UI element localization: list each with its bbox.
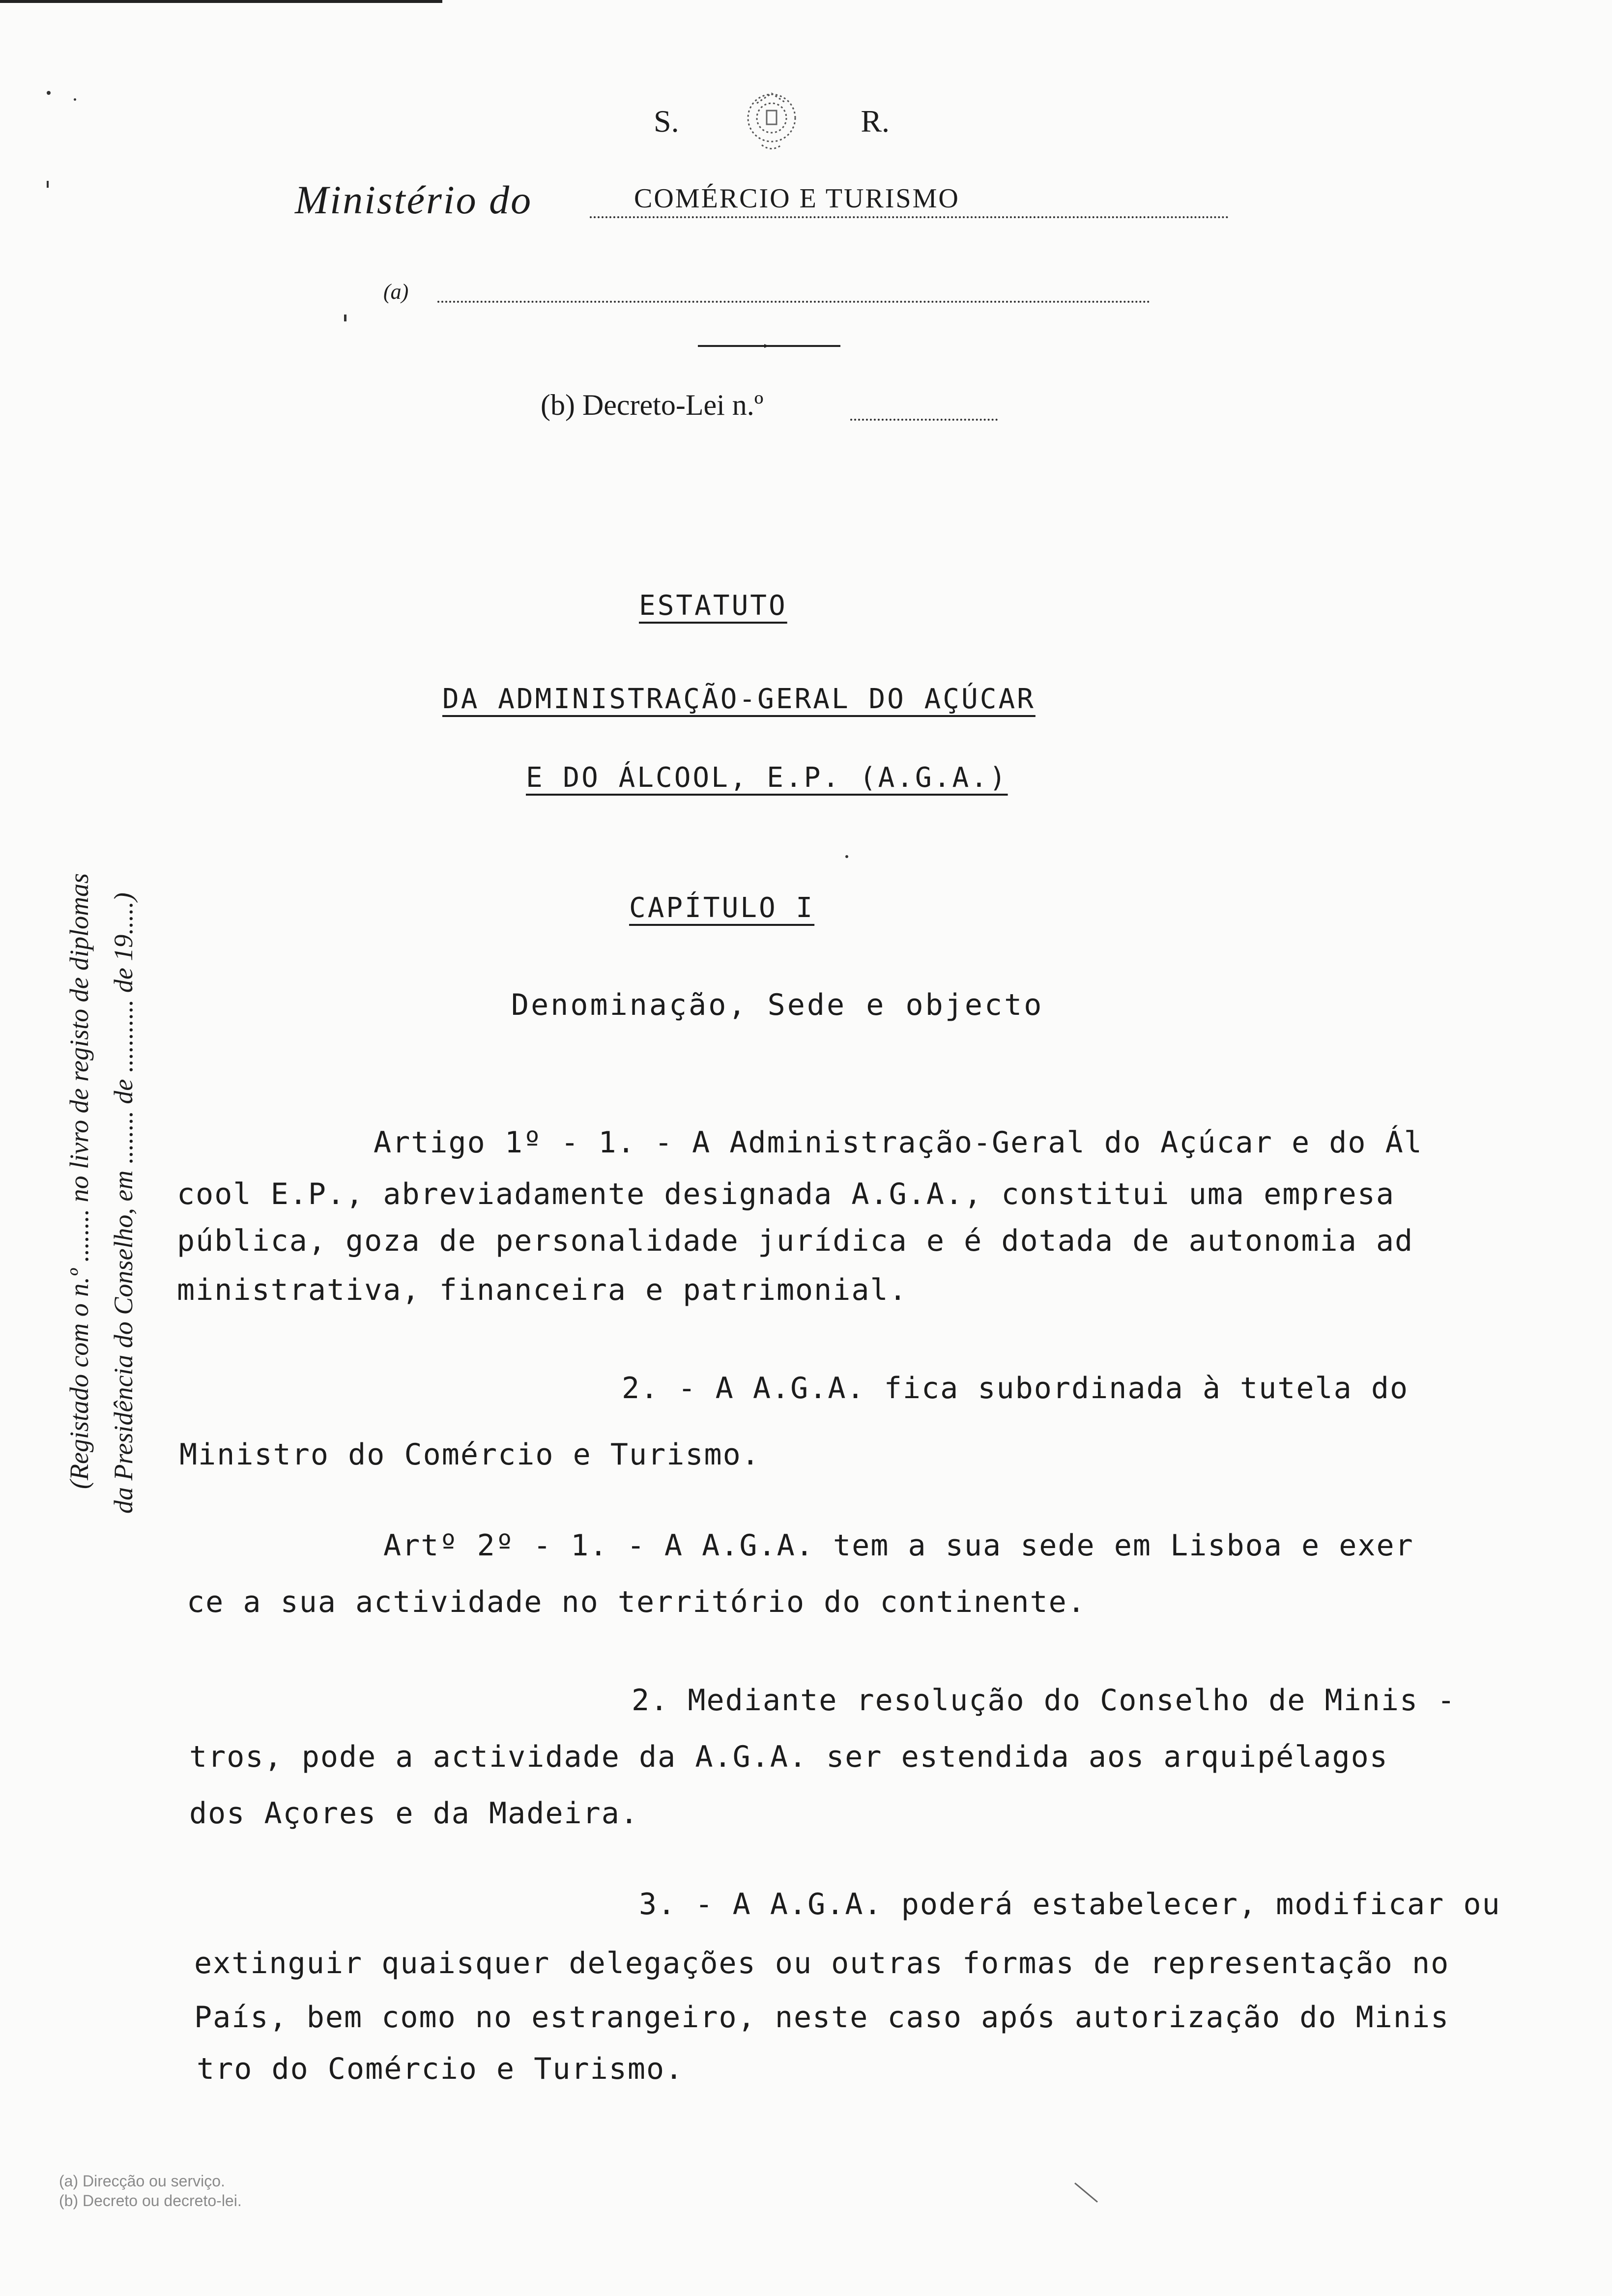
scan-speck [74,98,76,101]
registration-margin-note [34,604,138,1528]
article-1-2-line-1: 2. - A A.G.A. fica subordinada à tutela do [622,1371,1409,1406]
article-1-line-3: pública, goza de personalidade jurídica e é dotada de autonomia ad [177,1224,1414,1258]
footnote-b: (b) Decreto ou decreto-lei. [59,2192,242,2210]
ministerio-fill-line [590,216,1229,218]
coat-of-arms-icon [727,84,816,157]
scan-speck [344,315,346,321]
article-1-line-4: ministrativa, financeira e patrimonial. [177,1273,908,1307]
sr-right-letter: R. [861,104,890,139]
article-2-3-line-2: extinguir quaisquer delegações ou outras formas de representação no [194,1946,1450,1980]
article-1-line-1: Artigo 1º - 1. - A Administração-Geral do Açúcar e do Ál [374,1125,1423,1160]
top-edge-rule [0,0,442,3]
scan-speck [845,855,848,858]
document-subtitle-line-1: DA ADMINISTRAÇÃO-GERAL DO AÇÚCAR [442,683,1036,715]
direction-label: (a) [383,280,409,304]
margin-line-2: da Presidência do Conselho, em ........ de ........... de 19.....) [109,892,138,1514]
article-2-line-2: ce a sua actividade no território do continente. [187,1585,1086,1619]
article-2-2-line-2: tros, pode a actividade da A.G.A. ser estendida aos arquipélagos [189,1740,1388,1774]
article-2-line-1: Artº 2º - 1. - A A.G.A. tem a sua sede em Lisboa e exer [383,1528,1414,1563]
article-1-line-2: cool E.P., abreviadamente designada A.G.A., constitui uma empresa [177,1177,1395,1211]
republic-header [654,84,890,157]
document-subtitle-line-2: E DO ÁLCOOL, E.P. (A.G.A.) [526,762,1008,794]
separator-ornament [698,344,840,348]
decree-label: (b) Decreto-Lei n.º [541,389,764,421]
article-2-2-line-1: 2. Mediante resolução do Conselho de Minis - [632,1683,1456,1718]
chapter-title: Denominação, Sede e objecto [511,988,1044,1022]
footnote-a: (a) Direcção ou serviço. [59,2172,225,2190]
article-2-3-line-1: 3. - A A.G.A. poderá estabelecer, modificar ou [639,1887,1501,1922]
article-2-3-line-4: tro do Comércio e Turismo. [197,2052,684,2086]
chapter-heading: CAPÍTULO I [629,892,815,924]
decree-number-fill-line [850,419,998,421]
margin-line-1: (Registado com o n.º ........ no livro de registo de diplomas [64,873,94,1489]
article-1-2-line-2: Ministro do Comércio e Turismo. [179,1437,760,1472]
scan-speck [1074,2182,1098,2203]
article-2-2-line-3: dos Açores e da Madeira. [189,1796,639,1831]
article-2-3-line-3: País, bem como no estrangeiro, neste caso após autorização do Minis [194,2000,1450,2035]
ministerio-label: Ministério do [295,177,533,222]
direction-fill-line [437,301,1150,303]
ministerio-value: COMÉRCIO E TURISMO [634,183,960,214]
scan-speck [47,91,51,95]
sr-left-letter: S. [654,104,679,139]
scan-speck [47,181,49,188]
document-title: ESTATUTO [639,590,787,622]
